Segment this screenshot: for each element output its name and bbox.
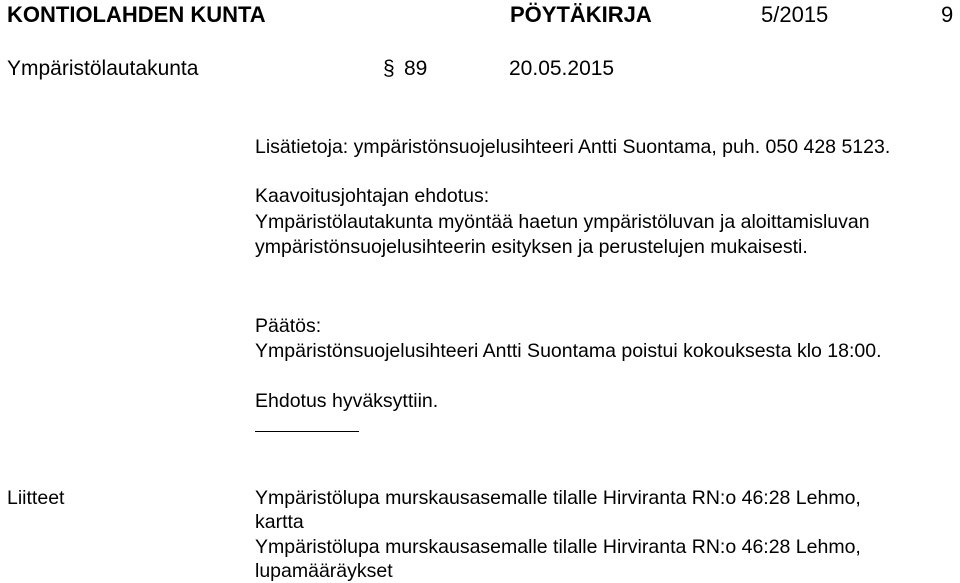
meeting-date: 20.05.2015 — [509, 57, 615, 80]
committee-name: Ympäristölautakunta — [7, 57, 199, 80]
proposal-line: ympäristönsuojelusihteerin esityksen ja perustelujen mukaisesti. — [255, 236, 808, 258]
attachment-item-line: Ympäristölupa murskausasemalle tilalle Hirviranta RN:o 46:28 Lehmo, — [255, 536, 861, 558]
attachment-item-line: kartta — [255, 511, 304, 533]
section-number: 89 — [404, 57, 428, 80]
section-mark: § — [383, 57, 395, 80]
attachments-label: Liitteet — [7, 487, 65, 509]
attachment-item-line: lupamääräykset — [255, 560, 393, 582]
proposal-heading: Kaavoitusjohtajan ehdotus: — [255, 185, 490, 207]
attachment-item-line: Ympäristölupa murskausasemalle tilalle Hirviranta RN:o 46:28 Lehmo, — [255, 487, 861, 509]
municipality-name: KONTIOLAHDEN KUNTA — [7, 2, 266, 27]
decision-line: Ympäristönsuojelusihteeri Antti Suontama poistui kokouksesta klo 18:00. — [255, 340, 882, 362]
divider-line — [255, 431, 359, 432]
proposal-line: Ympäristölautakunta myöntää haetun ympäristöluvan ja aloittamisluvan — [255, 211, 870, 233]
document-type: PÖYTÄKIRJA — [510, 2, 652, 27]
accepted-line: Ehdotus hyväksyttiin. — [255, 390, 439, 412]
decision-heading: Päätös: — [255, 315, 322, 337]
document-number: 5/2015 — [761, 2, 829, 27]
page-number: 9 — [941, 2, 954, 27]
info-line: Lisätietoja: ympäristönsuojelusihteeri Antti Suontama, puh. 050 428 5123. — [255, 136, 891, 158]
